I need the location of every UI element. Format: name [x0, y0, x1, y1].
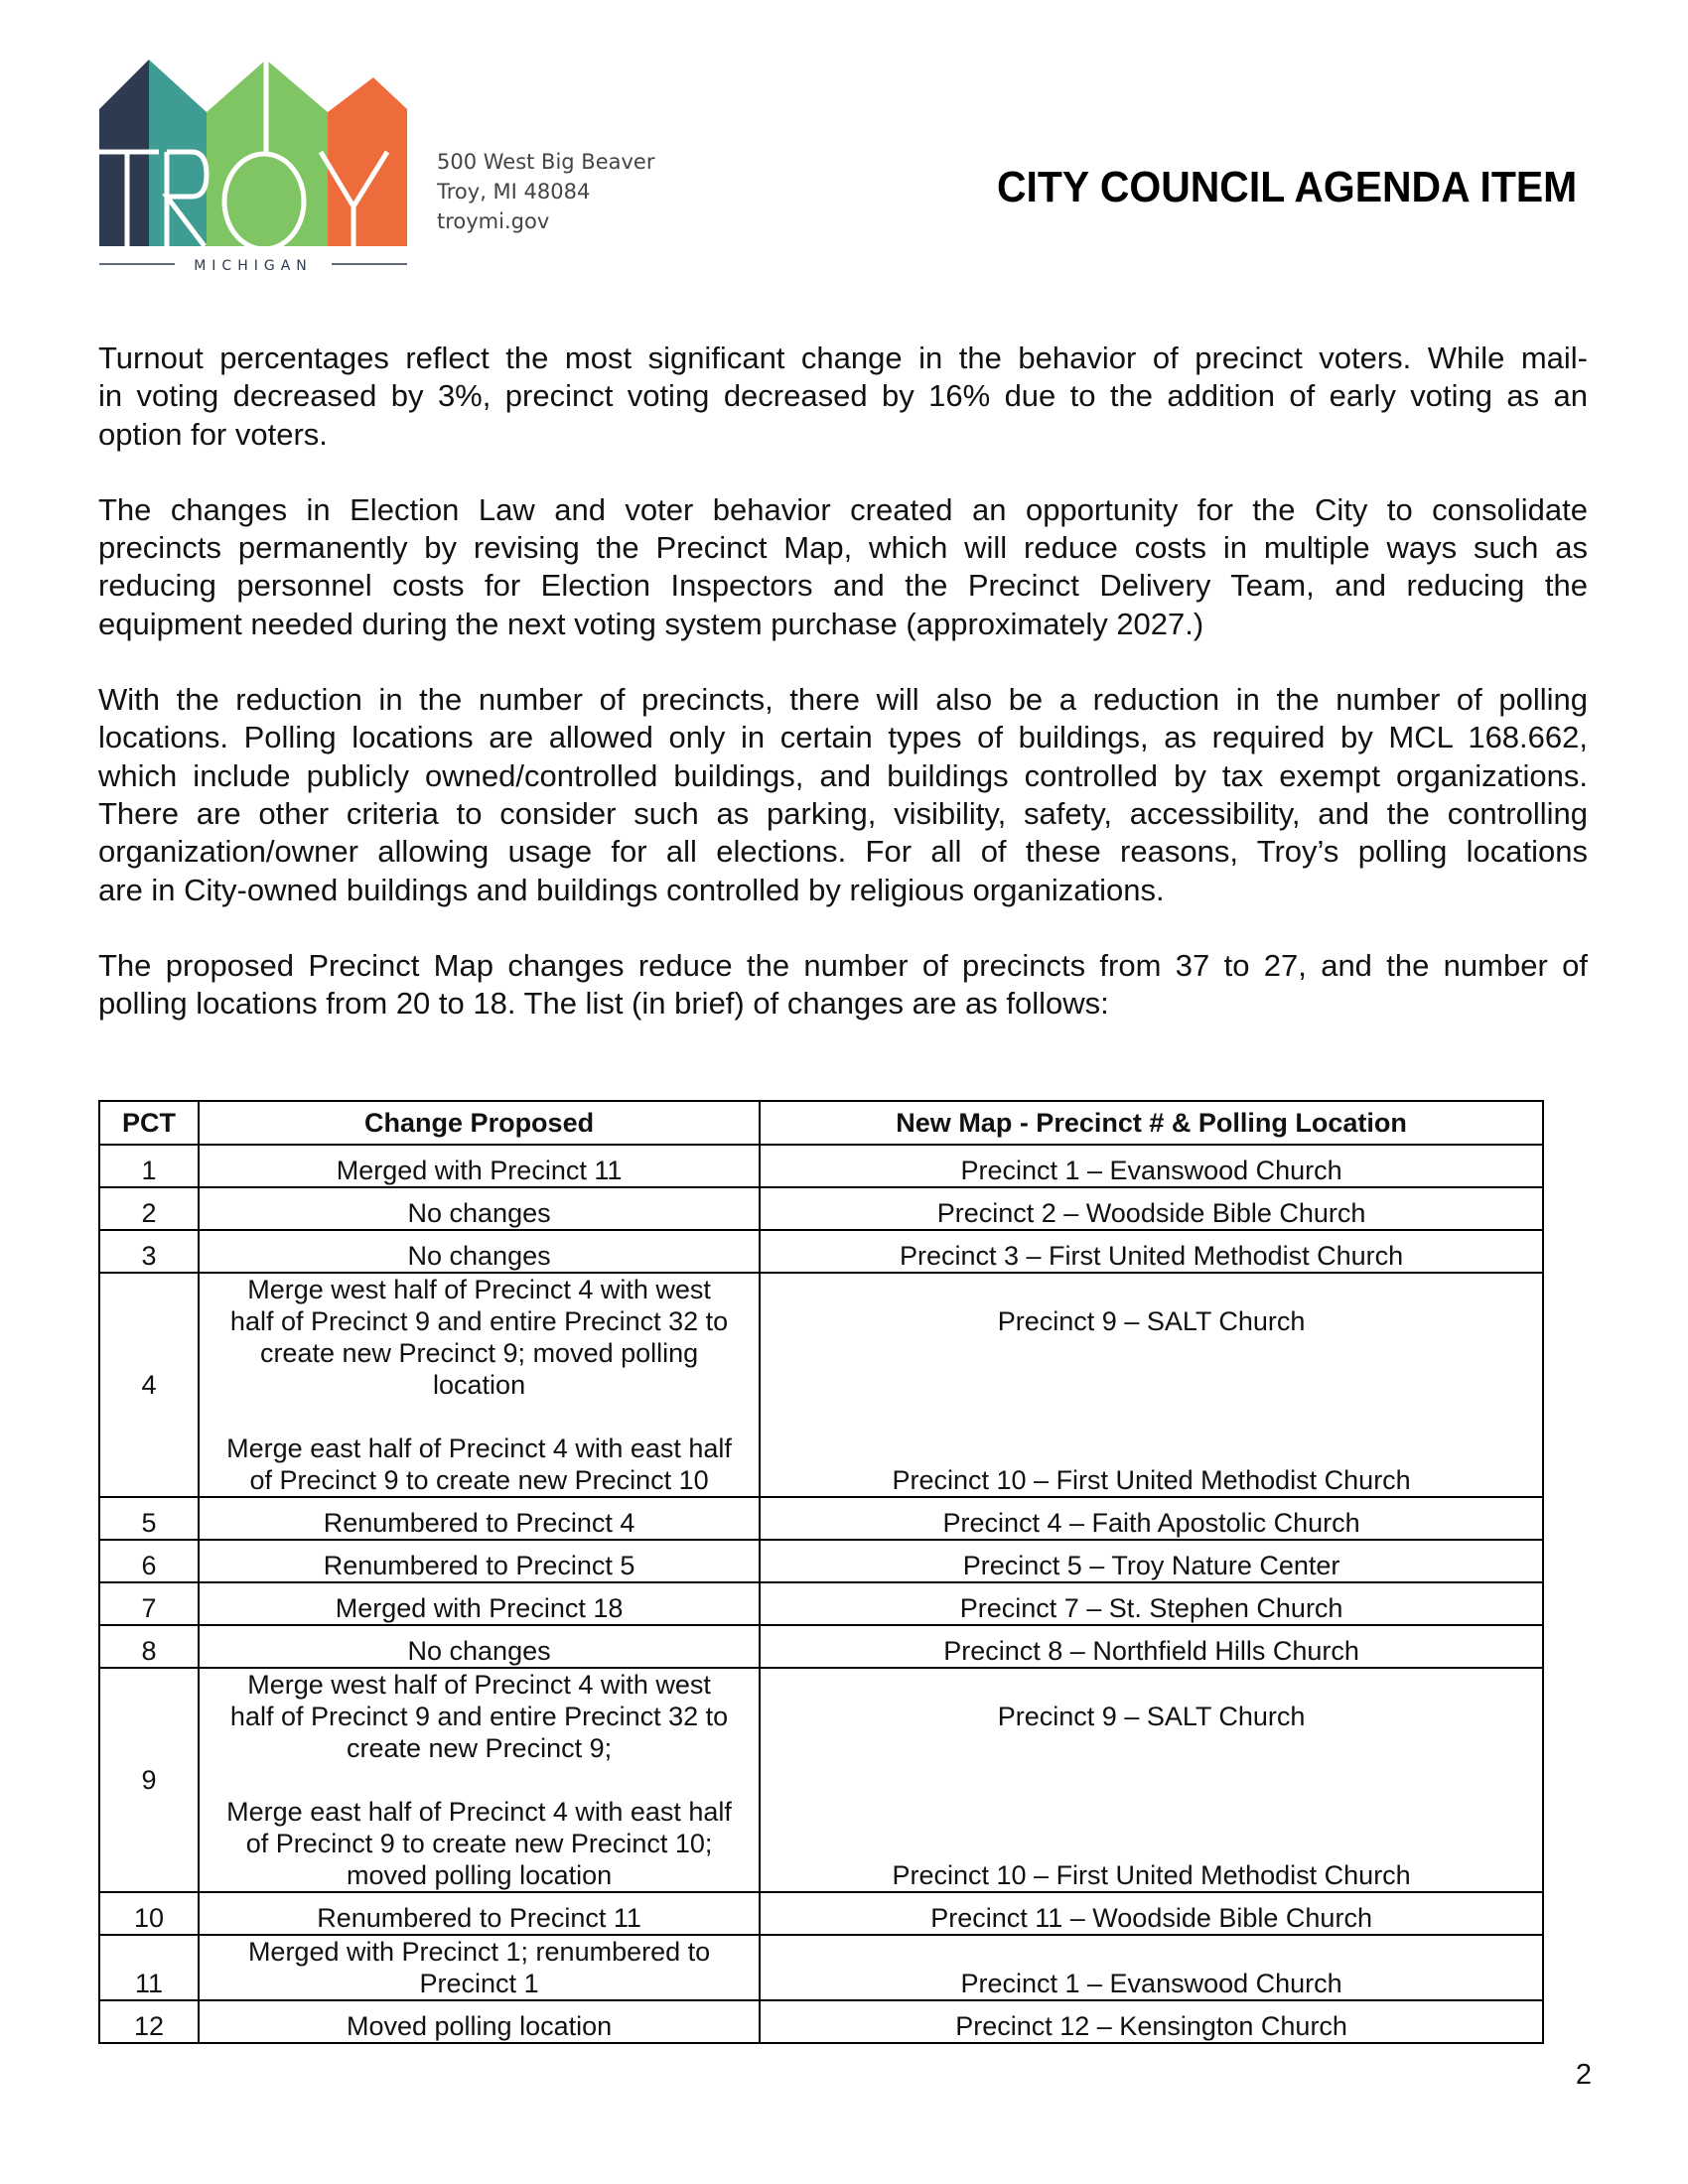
table-row: [99, 1935, 1543, 2000]
table-row: [99, 1892, 1543, 1935]
location-cell: Precinct 5 – Troy Nature Center: [760, 1540, 1543, 1582]
paragraph-line: in voting decreased by 3%, precinct voting decreased by 16% due to the addition of early voting as an: [98, 378, 1588, 414]
table-row: [99, 1540, 1543, 1582]
change-line: half of Precinct 9 and entire Precinct 32 to: [229, 1306, 729, 1336]
location-cell: Precinct 12 – Kensington Church: [760, 2000, 1543, 2043]
website-link[interactable]: troymi.gov: [437, 209, 550, 233]
pct-cell: 6: [99, 1540, 199, 1582]
change-cell: Merged with Precinct 18: [199, 1582, 760, 1625]
pct-cell: 7: [99, 1582, 199, 1625]
location-cell: Precinct 8 – Northfield Hills Church: [760, 1625, 1543, 1668]
location-cell: Precinct 2 – Woodside Bible Church: [760, 1187, 1543, 1230]
city-address: [437, 147, 655, 236]
paragraph-line: Turnout percentages reflect the most significant change in the behavior of precinct voters. While mail-: [98, 341, 1588, 375]
address-line-2: Troy, MI 48084: [437, 180, 591, 204]
paragraph-line: The proposed Precinct Map changes reduce the number of precincts from 37 to 27, and the number of: [98, 947, 1588, 983]
change-cell: No changes: [199, 1625, 760, 1668]
pct-cell: 8: [99, 1625, 199, 1668]
change-cell: [199, 1935, 760, 2000]
pct-cell: 5: [99, 1497, 199, 1540]
troy-logo: [97, 58, 409, 272]
paragraph-line: which include publicly owned/controlled buildings, and buildings controlled by tax exempt organizations.: [98, 757, 1588, 793]
table-row: [99, 1625, 1543, 1668]
paragraph: [98, 947, 1588, 1024]
paragraph-line: polling locations from 20 to 18. The list (in brief) of changes are as follows:: [98, 986, 1109, 1022]
paragraph-line: organization/owner allowing usage for all elections. For all of these reasons, Troy’s polling locations: [98, 834, 1588, 870]
location-cell: Precinct 11 – Woodside Bible Church: [760, 1892, 1543, 1935]
paragraph-line: reducing personnel costs for Election Inspectors and the Precinct Delivery Team, and reducing the: [98, 568, 1588, 604]
location-cell: [760, 1273, 1543, 1497]
table-row: [99, 1497, 1543, 1540]
page-number: 2: [1575, 2059, 1592, 2091]
paragraph: [98, 681, 1588, 909]
column-header-location: New Map - Precinct # & Polling Location: [760, 1101, 1543, 1145]
change-cell: No changes: [199, 1187, 760, 1230]
column-header-pct: PCT: [99, 1101, 199, 1145]
change-cell: Moved polling location: [199, 2000, 760, 2043]
change-line: Merged with Precinct 1; renumbered to: [247, 1937, 711, 1967]
body-text: [98, 340, 1588, 1060]
change-cell: [199, 1273, 760, 1497]
location-line: Precinct 9 – SALT Church: [997, 1702, 1306, 1731]
location-cell: Precinct 1 – Evanswood Church: [760, 1145, 1543, 1187]
table-row: [99, 1187, 1543, 1230]
change-cell: Renumbered to Precinct 4: [199, 1497, 760, 1540]
location-cell: Precinct 3 – First United Methodist Church: [760, 1230, 1543, 1273]
change-cell: [199, 1668, 760, 1892]
table-header-row: [99, 1101, 1543, 1145]
change-line: of Precinct 9 to create new Precinct 10;: [245, 1829, 713, 1858]
table-row: [99, 1145, 1543, 1187]
pct-cell: 12: [99, 2000, 199, 2043]
paragraph-line: With the reduction in the number of precincts, there will also be a reduction in the number of polling: [98, 682, 1588, 718]
location-line: Precinct 9 – SALT Church: [997, 1306, 1306, 1336]
paragraph-line: locations. Polling locations are allowed only in certain types of buildings, as required by MCL 168.662,: [98, 720, 1588, 755]
change-cell: Merged with Precinct 11: [199, 1145, 760, 1187]
change-line: create new Precinct 9;: [346, 1733, 613, 1763]
address-line-1: 500 West Big Beaver: [437, 150, 655, 174]
column-header-change: Change Proposed: [199, 1101, 760, 1145]
pct-cell: 1: [99, 1145, 199, 1187]
location-cell: Precinct 7 – St. Stephen Church: [760, 1582, 1543, 1625]
pct-cell: 11: [99, 1935, 199, 2000]
location-cell: Precinct 1 – Evanswood Church: [760, 1935, 1543, 2000]
change-cell: No changes: [199, 1230, 760, 1273]
table-row: [99, 2000, 1543, 2043]
paragraph-line: are in City-owned buildings and buildings controlled by religious organizations.: [98, 872, 1165, 907]
table-row: [99, 1668, 1543, 1892]
precinct-changes-table: [98, 1100, 1544, 2044]
location-cell: Precinct 4 – Faith Apostolic Church: [760, 1497, 1543, 1540]
change-line: Merge east half of Precinct 4 with east half: [226, 1797, 732, 1827]
pct-cell: 4: [99, 1273, 199, 1497]
change-line: half of Precinct 9 and entire Precinct 32 to: [229, 1702, 729, 1731]
table-row: [99, 1230, 1543, 1273]
page-title: CITY COUNCIL AGENDA ITEM: [996, 163, 1577, 211]
pct-cell: 10: [99, 1892, 199, 1935]
change-line: Precinct 1: [419, 1969, 539, 1998]
pct-cell: 9: [99, 1668, 199, 1892]
table-row: [99, 1273, 1543, 1497]
paragraph: [98, 340, 1588, 454]
change-line: Merge west half of Precinct 4 with west: [247, 1275, 711, 1304]
change-cell: Renumbered to Precinct 11: [199, 1892, 760, 1935]
paragraph-line: option for voters.: [98, 416, 328, 452]
location-cell: [760, 1668, 1543, 1892]
paragraph-line: precincts permanently by revising the Precinct Map, which will reduce costs in multiple ways such as: [98, 530, 1588, 566]
paragraph: [98, 491, 1588, 643]
change-line: create new Precinct 9; moved polling: [259, 1338, 699, 1368]
logo-house-orange: [328, 77, 407, 246]
pct-cell: 3: [99, 1230, 199, 1273]
location-line: Precinct 10 – First United Methodist Church: [892, 1465, 1411, 1495]
change-line: location: [433, 1370, 526, 1400]
change-line: Merge west half of Precinct 4 with west: [247, 1670, 711, 1700]
paragraph-line: The changes in Election Law and voter behavior created an opportunity for the City to consolidate: [98, 491, 1588, 527]
location-line: Precinct 10 – First United Methodist Church: [892, 1860, 1411, 1890]
change-line: of Precinct 9 to create new Precinct 10: [249, 1465, 709, 1495]
logo-subtitle: MICHIGAN: [194, 258, 313, 272]
table-row: [99, 1582, 1543, 1625]
paragraph-line: There are other criteria to consider such as parking, visibility, safety, accessibility, and the controlling: [98, 795, 1588, 831]
paragraph-line: equipment needed during the next voting system purchase (approximately 2027.): [98, 606, 1204, 641]
change-line: Merge east half of Precinct 4 with east half: [226, 1433, 732, 1463]
change-cell: Renumbered to Precinct 5: [199, 1540, 760, 1582]
pct-cell: 2: [99, 1187, 199, 1230]
change-line: moved polling location: [346, 1860, 613, 1890]
